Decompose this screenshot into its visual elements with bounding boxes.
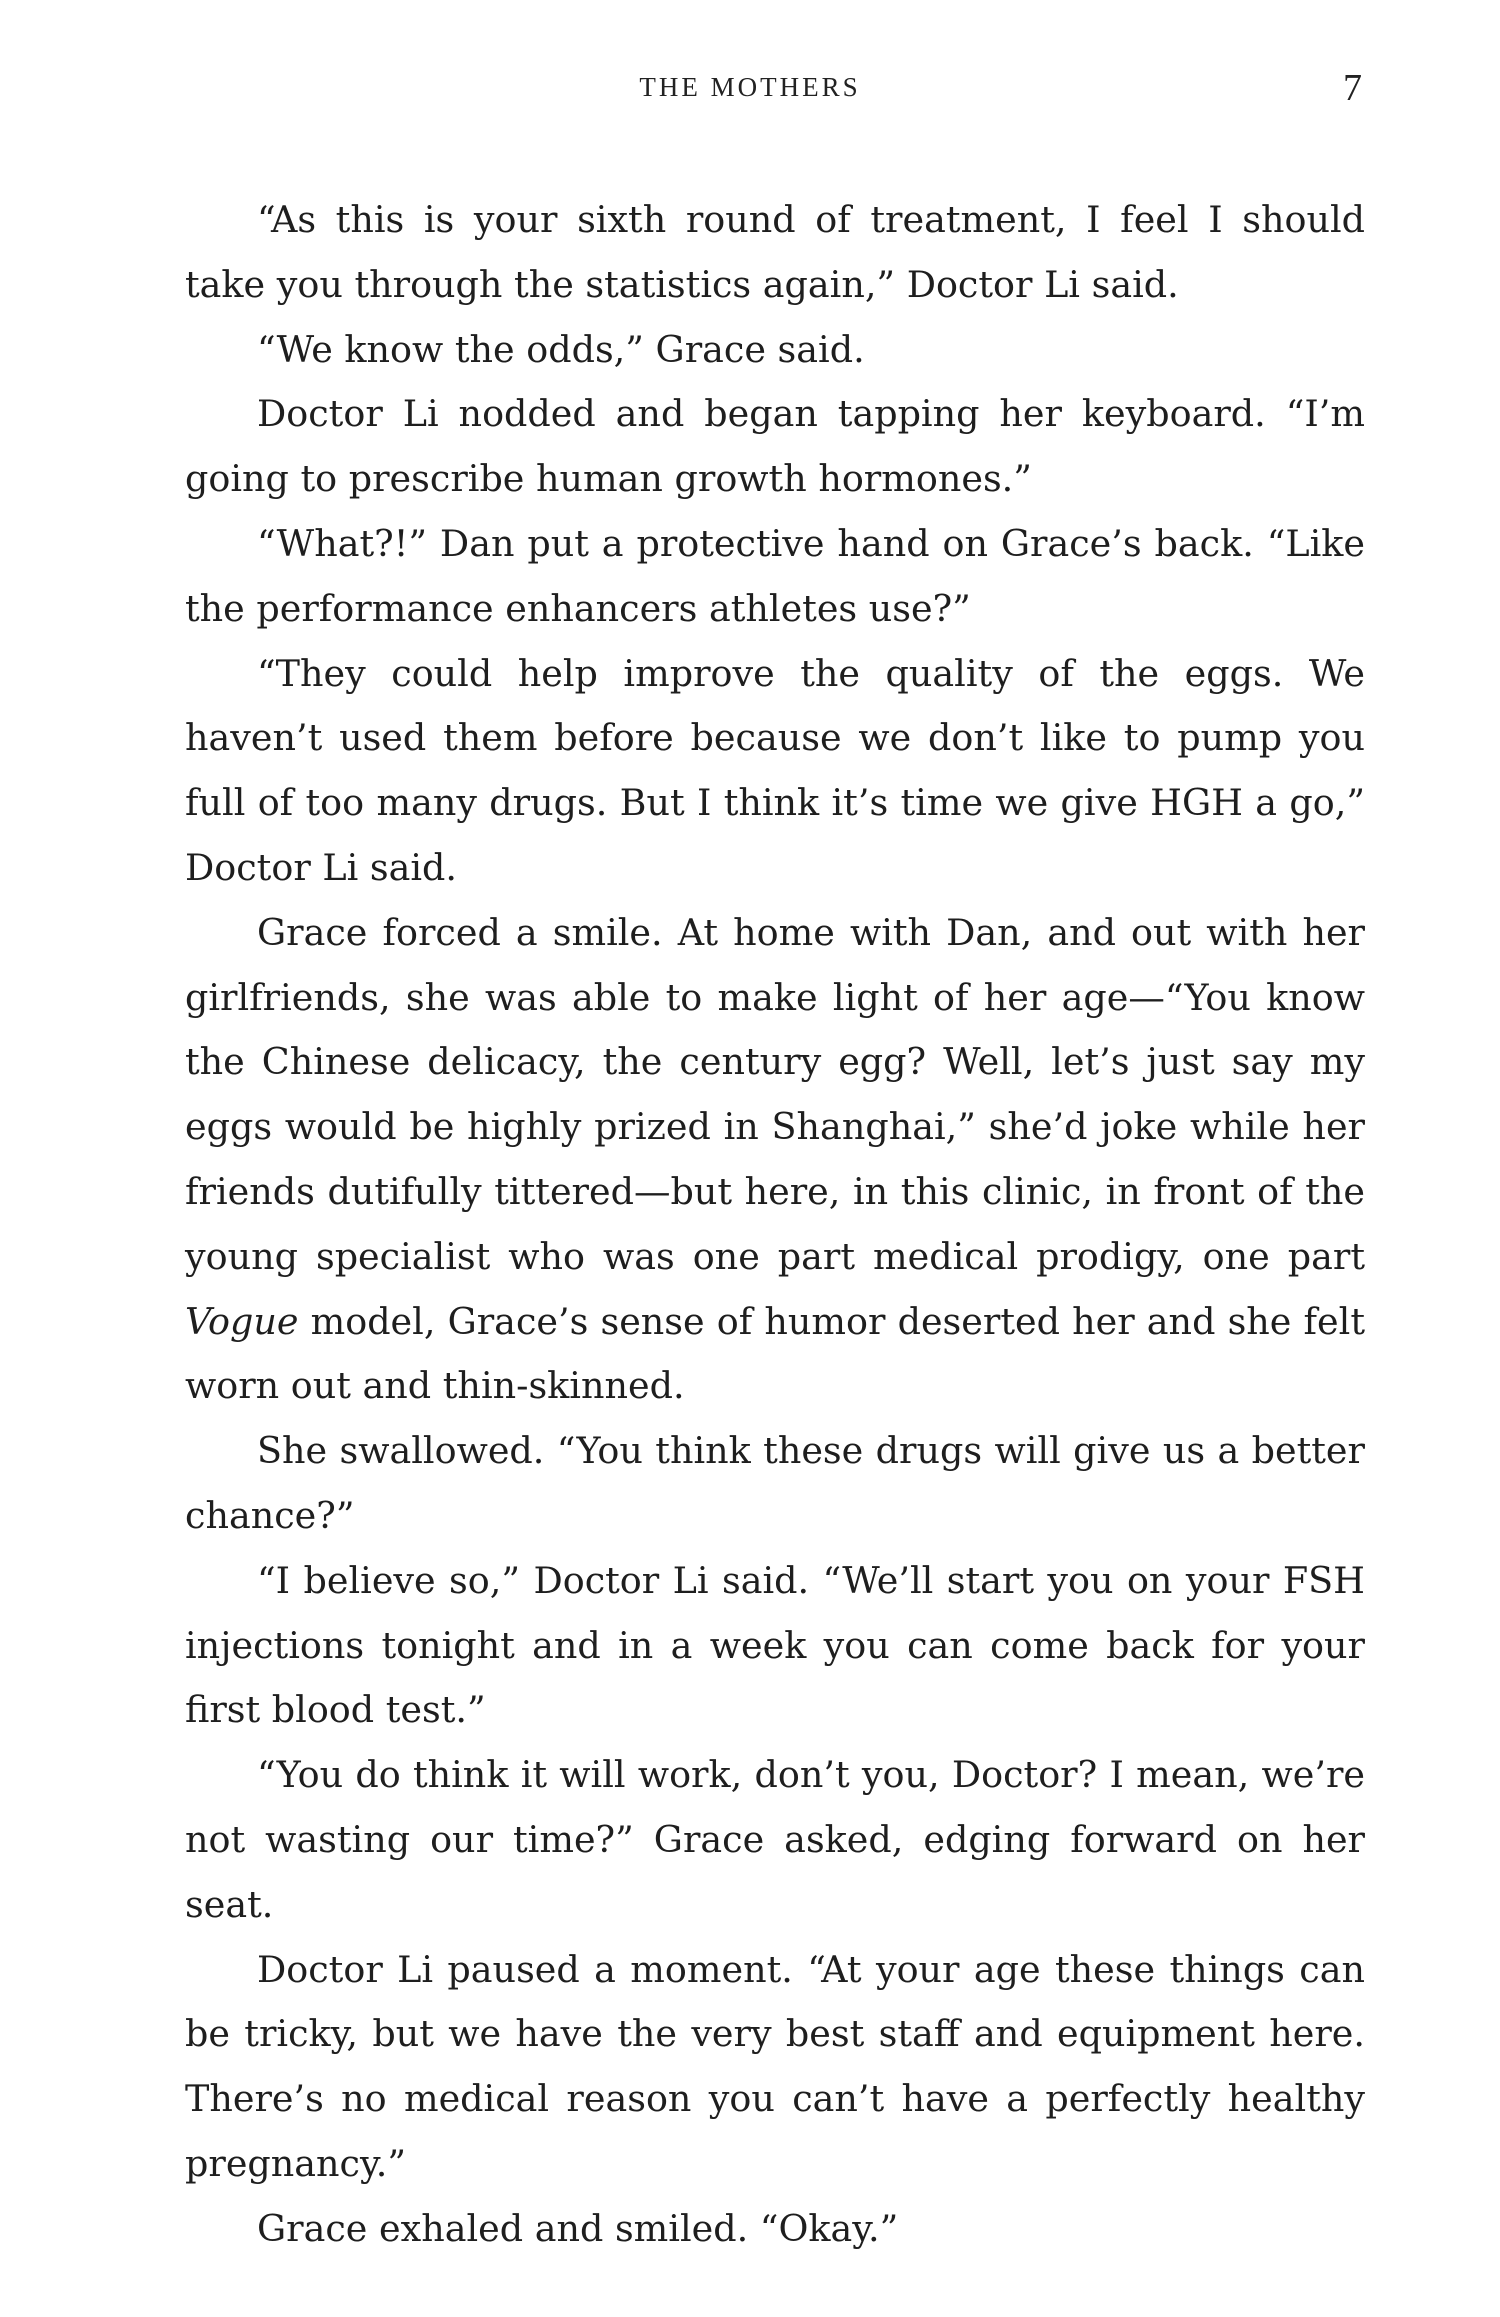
running-title: THE MOTHERS bbox=[639, 72, 861, 102]
paragraph bbox=[185, 901, 1365, 1419]
paragraph: She swallowed. “You think these drugs will give us a better chance?” bbox=[185, 1429, 1365, 1537]
paragraph: Grace exhaled and smiled. “Okay.” bbox=[257, 2206, 899, 2250]
body-text bbox=[185, 188, 1365, 2262]
running-head bbox=[0, 67, 1500, 112]
paragraph: “They could help improve the quality of the eggs. We haven’t used them before because we don’t like to pump you full of too many drugs. But I think it’s time we give HGH a go,” Doctor Li said. bbox=[185, 651, 1365, 889]
paragraph: “As this is your sixth round of treatment, I feel I should take you through the statistics again,” Doctor Li said. bbox=[185, 198, 1365, 306]
italic-title: Vogue bbox=[185, 1299, 299, 1343]
paragraph: Doctor Li nodded and began tapping her keyboard. “I’m going to prescribe human growth hormones.” bbox=[185, 392, 1365, 501]
paragraph-text: model, Grace’s sense of humor deserted her and she felt worn out and thin-skinned. bbox=[185, 1299, 1365, 1408]
page-number: 7 bbox=[1343, 67, 1362, 109]
paragraph: Doctor Li paused a moment. “At your age these things can be tricky, but we have the very best staff and equipment here. There’s no medical reason you can’t have a perfectly healthy pregnancy.” bbox=[185, 1947, 1365, 2185]
paragraph: “You do think it will work, don’t you, Doctor? I mean, we’re not wasting our time?” Grace asked, edging forward on her seat. bbox=[185, 1753, 1365, 1926]
paragraph-text: Grace forced a smile. At home with Dan, and out with her girlfriends, she was able to make light of her age—“You know the Chinese delicacy, the century egg? Well, let’s just say my eggs would be highly prized in Shanghai,” she’d joke while her friends dutifully tittered—but here, in this clinic, in front of the young specialist who was one part medical prodigy, one part bbox=[185, 910, 1365, 1278]
paragraph: “What?!” Dan put a protective hand on Grace’s back. “Like the performance enhancers athletes use?” bbox=[185, 521, 1365, 630]
paragraph: “We know the odds,” Grace said. bbox=[257, 327, 865, 371]
paragraph: “I believe so,” Doctor Li said. “We’ll start you on your FSH injections tonight and in a week you can come back for your first blood test.” bbox=[185, 1558, 1365, 1732]
